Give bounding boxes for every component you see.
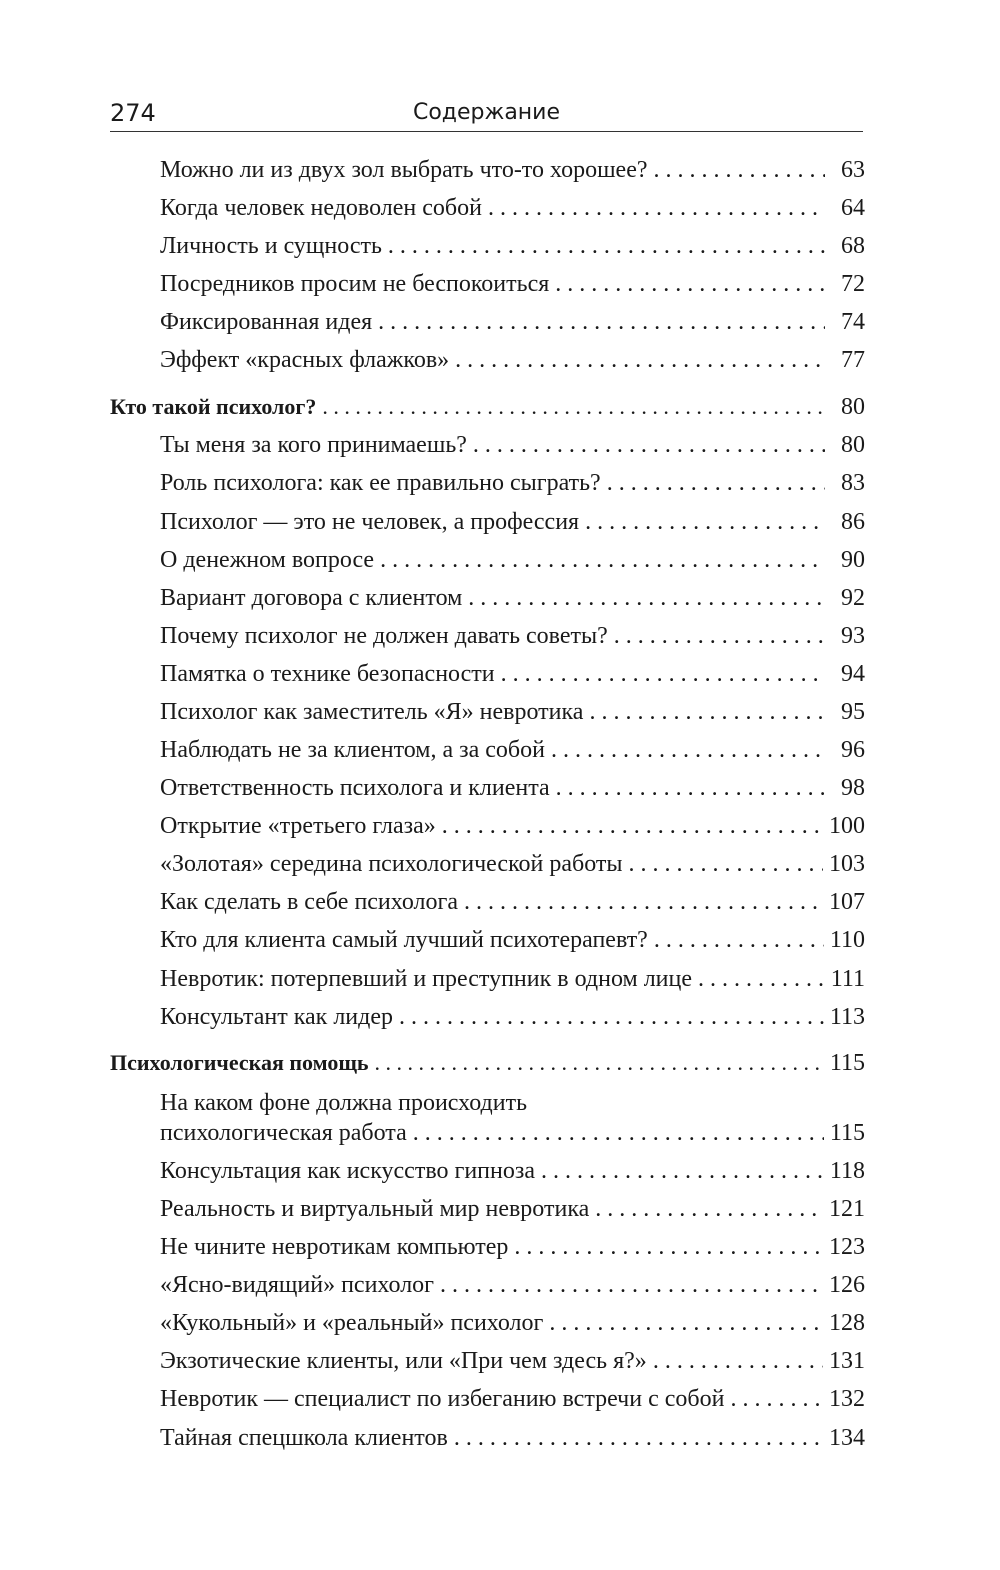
toc-entry-page: 68 — [841, 233, 865, 259]
toc-entry-page: 132 — [829, 1386, 865, 1412]
toc-entry-page: 98 — [841, 775, 865, 801]
toc-entry-page: 128 — [829, 1310, 865, 1336]
toc-entry-title: Консультант как лидер — [160, 1004, 394, 1030]
toc-entry — [160, 1194, 865, 1224]
toc-entry — [160, 269, 865, 299]
toc-entry — [160, 1346, 865, 1376]
toc-entry — [160, 345, 865, 375]
dot-leader — [653, 1346, 823, 1376]
toc-entry-page: 123 — [829, 1234, 865, 1260]
toc-entry-title: Вариант договора с клиентом — [160, 585, 463, 611]
dot-leader — [322, 392, 825, 422]
toc-entry-title: Ты меня за кого принимаешь? — [160, 432, 467, 458]
toc-entry-title: Личность и сущность — [160, 233, 382, 259]
toc-entry-page: 131 — [829, 1348, 865, 1374]
toc-entry-title: Тайная спецшкола клиентов — [160, 1425, 448, 1451]
toc-entry-title: Посредников просим не беспокоиться — [160, 271, 550, 297]
page-number: 274 — [110, 99, 156, 127]
running-header — [110, 98, 863, 130]
dot-leader — [654, 925, 824, 955]
dot-leader — [607, 468, 825, 498]
toc-entry — [160, 735, 865, 765]
toc-entry-title: психологическая работа — [160, 1120, 407, 1146]
dot-leader — [541, 1156, 824, 1186]
toc-entry — [160, 507, 865, 537]
dot-leader — [380, 545, 825, 575]
toc-entry-title: Реальность и виртуальный мир невротика — [160, 1196, 590, 1222]
toc-entry-page: 63 — [841, 157, 865, 183]
header-rule — [110, 131, 863, 132]
toc-entry — [160, 231, 865, 261]
toc-entry-title: Памятка о технике безопасности — [160, 661, 495, 687]
toc-entry-page: 110 — [829, 927, 865, 953]
toc-entry-page: 111 — [830, 966, 865, 992]
toc-entry-page: 77 — [841, 347, 865, 373]
toc-entry-page: 64 — [841, 195, 865, 221]
toc-entry-title: Можно ли из двух зол выбрать что-то хорошее? — [160, 157, 648, 183]
dot-leader — [629, 849, 823, 879]
toc-entry-title: Открытие «третьего глаза» — [160, 813, 436, 839]
dot-leader — [549, 1308, 823, 1338]
toc-entry-title: Роль психолога: как ее правильно сыграть? — [160, 470, 601, 496]
toc-entry-title: Кто для клиента самый лучший психотерапевт? — [160, 927, 648, 953]
toc-entry — [160, 964, 865, 994]
toc-entry — [160, 307, 865, 337]
dot-leader — [595, 1194, 823, 1224]
toc-entry — [160, 925, 865, 955]
toc-entry-title: Экзотические клиенты, или «При чем здесь я?» — [160, 1348, 647, 1374]
toc-entry — [160, 811, 865, 841]
dot-leader — [730, 1384, 823, 1414]
toc-entry-title: Когда человек недоволен собой — [160, 195, 482, 221]
running-title: Содержание — [412, 100, 561, 125]
toc-section — [110, 392, 865, 422]
dot-leader — [555, 269, 825, 299]
toc-entry-page: 118 — [829, 1158, 865, 1184]
dot-leader — [464, 887, 823, 917]
toc-entry-title-line1: На каком фоне должна происходить — [160, 1090, 528, 1116]
toc-entry — [160, 659, 865, 689]
toc-entry-title: Почему психолог не должен давать советы? — [160, 623, 608, 649]
toc-entry — [160, 193, 865, 223]
dot-leader — [585, 507, 825, 537]
toc-entry-page: 95 — [841, 699, 865, 725]
toc-entry — [160, 1118, 865, 1148]
toc-section-page: 80 — [841, 394, 865, 420]
dot-leader — [468, 583, 825, 613]
toc-entry — [160, 1232, 865, 1262]
toc-entry-page: 100 — [829, 813, 865, 839]
toc-entry — [160, 583, 865, 613]
dot-leader — [440, 1270, 823, 1300]
dot-leader — [514, 1232, 823, 1262]
toc-entry-page: 83 — [841, 470, 865, 496]
dot-leader — [614, 621, 825, 651]
dot-leader — [442, 811, 823, 841]
dot-leader — [589, 697, 825, 727]
toc-entry-title: Фиксированная идея — [160, 309, 373, 335]
dot-leader — [698, 964, 825, 994]
toc-entry-page: 90 — [841, 547, 865, 573]
toc-entry — [160, 1002, 865, 1032]
dot-leader — [654, 155, 826, 185]
dot-leader — [454, 1423, 823, 1453]
toc-entry — [160, 1156, 865, 1186]
toc-entry-title: Психолог — это не человек, а профессия — [160, 509, 580, 535]
dot-leader — [375, 1048, 824, 1078]
dot-leader — [399, 1002, 824, 1032]
toc-entry-page: 93 — [841, 623, 865, 649]
toc-entry — [160, 849, 865, 879]
toc-entry-title: Невротик — специалист по избеганию встречи с собой — [160, 1386, 725, 1412]
toc-section-title: Кто такой психолог? — [110, 394, 317, 419]
toc-entry-page: 103 — [829, 851, 865, 877]
dot-leader — [488, 193, 825, 223]
toc-section-title: Психологическая помощь — [110, 1050, 369, 1075]
toc-entry — [160, 621, 865, 651]
dot-leader — [556, 773, 825, 803]
toc-entry-title: Ответственность психолога и клиента — [160, 775, 550, 801]
dot-leader — [551, 735, 825, 765]
toc-entry-page: 92 — [841, 585, 865, 611]
toc-entry-page: 80 — [841, 432, 865, 458]
dot-leader — [501, 659, 825, 689]
toc-section-page: 115 — [829, 1050, 865, 1076]
toc-entry-page: 107 — [829, 889, 865, 915]
toc-entry — [160, 887, 865, 917]
toc-entry-title: О денежном вопросе — [160, 547, 375, 573]
dot-leader — [413, 1118, 824, 1148]
toc-entry — [160, 155, 865, 185]
toc-entry-page: 134 — [829, 1425, 865, 1451]
toc-entry-page: 113 — [829, 1004, 865, 1030]
toc-entry — [160, 1308, 865, 1338]
toc-entry-title: Не чините невротикам компьютер — [160, 1234, 509, 1260]
toc-entry — [160, 1270, 865, 1300]
toc-entry-title: Консультация как искусство гипноза — [160, 1158, 535, 1184]
toc-entry — [160, 468, 865, 498]
toc-entry-page: 74 — [841, 309, 865, 335]
toc-entry-title: «Ясно-видящий» психолог — [160, 1272, 435, 1298]
toc-entry-page: 94 — [841, 661, 865, 687]
toc-entry — [160, 545, 865, 575]
toc-entry-title: Наблюдать не за клиентом, а за собой — [160, 737, 545, 763]
dot-leader — [378, 307, 825, 337]
toc-entry — [160, 773, 865, 803]
toc-section — [110, 1048, 865, 1078]
dot-leader — [388, 231, 825, 261]
dot-leader — [473, 430, 825, 460]
toc-entry-title: «Кукольный» и «реальный» психолог — [160, 1310, 544, 1336]
toc-entry-page: 86 — [841, 509, 865, 535]
toc-entry-title: «Золотая» середина психологической работы — [160, 851, 623, 877]
toc-entry — [160, 697, 865, 727]
toc-entry — [160, 1384, 865, 1414]
toc-entry-page: 121 — [829, 1196, 865, 1222]
toc-entry-page: 126 — [829, 1272, 865, 1298]
toc-entry — [160, 430, 865, 460]
toc-entry — [160, 1423, 865, 1453]
toc-entry-page: 115 — [829, 1120, 865, 1146]
toc-entry-title: Невротик: потерпевший и преступник в одном лице — [160, 966, 693, 992]
toc-entry-title: Эффект «красных флажков» — [160, 347, 450, 373]
toc-entry-page: 96 — [841, 737, 865, 763]
toc-entry-title: Как сделать в себе психолога — [160, 889, 459, 915]
dot-leader — [455, 345, 825, 375]
toc-entry-title: Психолог как заместитель «Я» невротика — [160, 699, 584, 725]
toc-entry-page: 72 — [841, 271, 865, 297]
